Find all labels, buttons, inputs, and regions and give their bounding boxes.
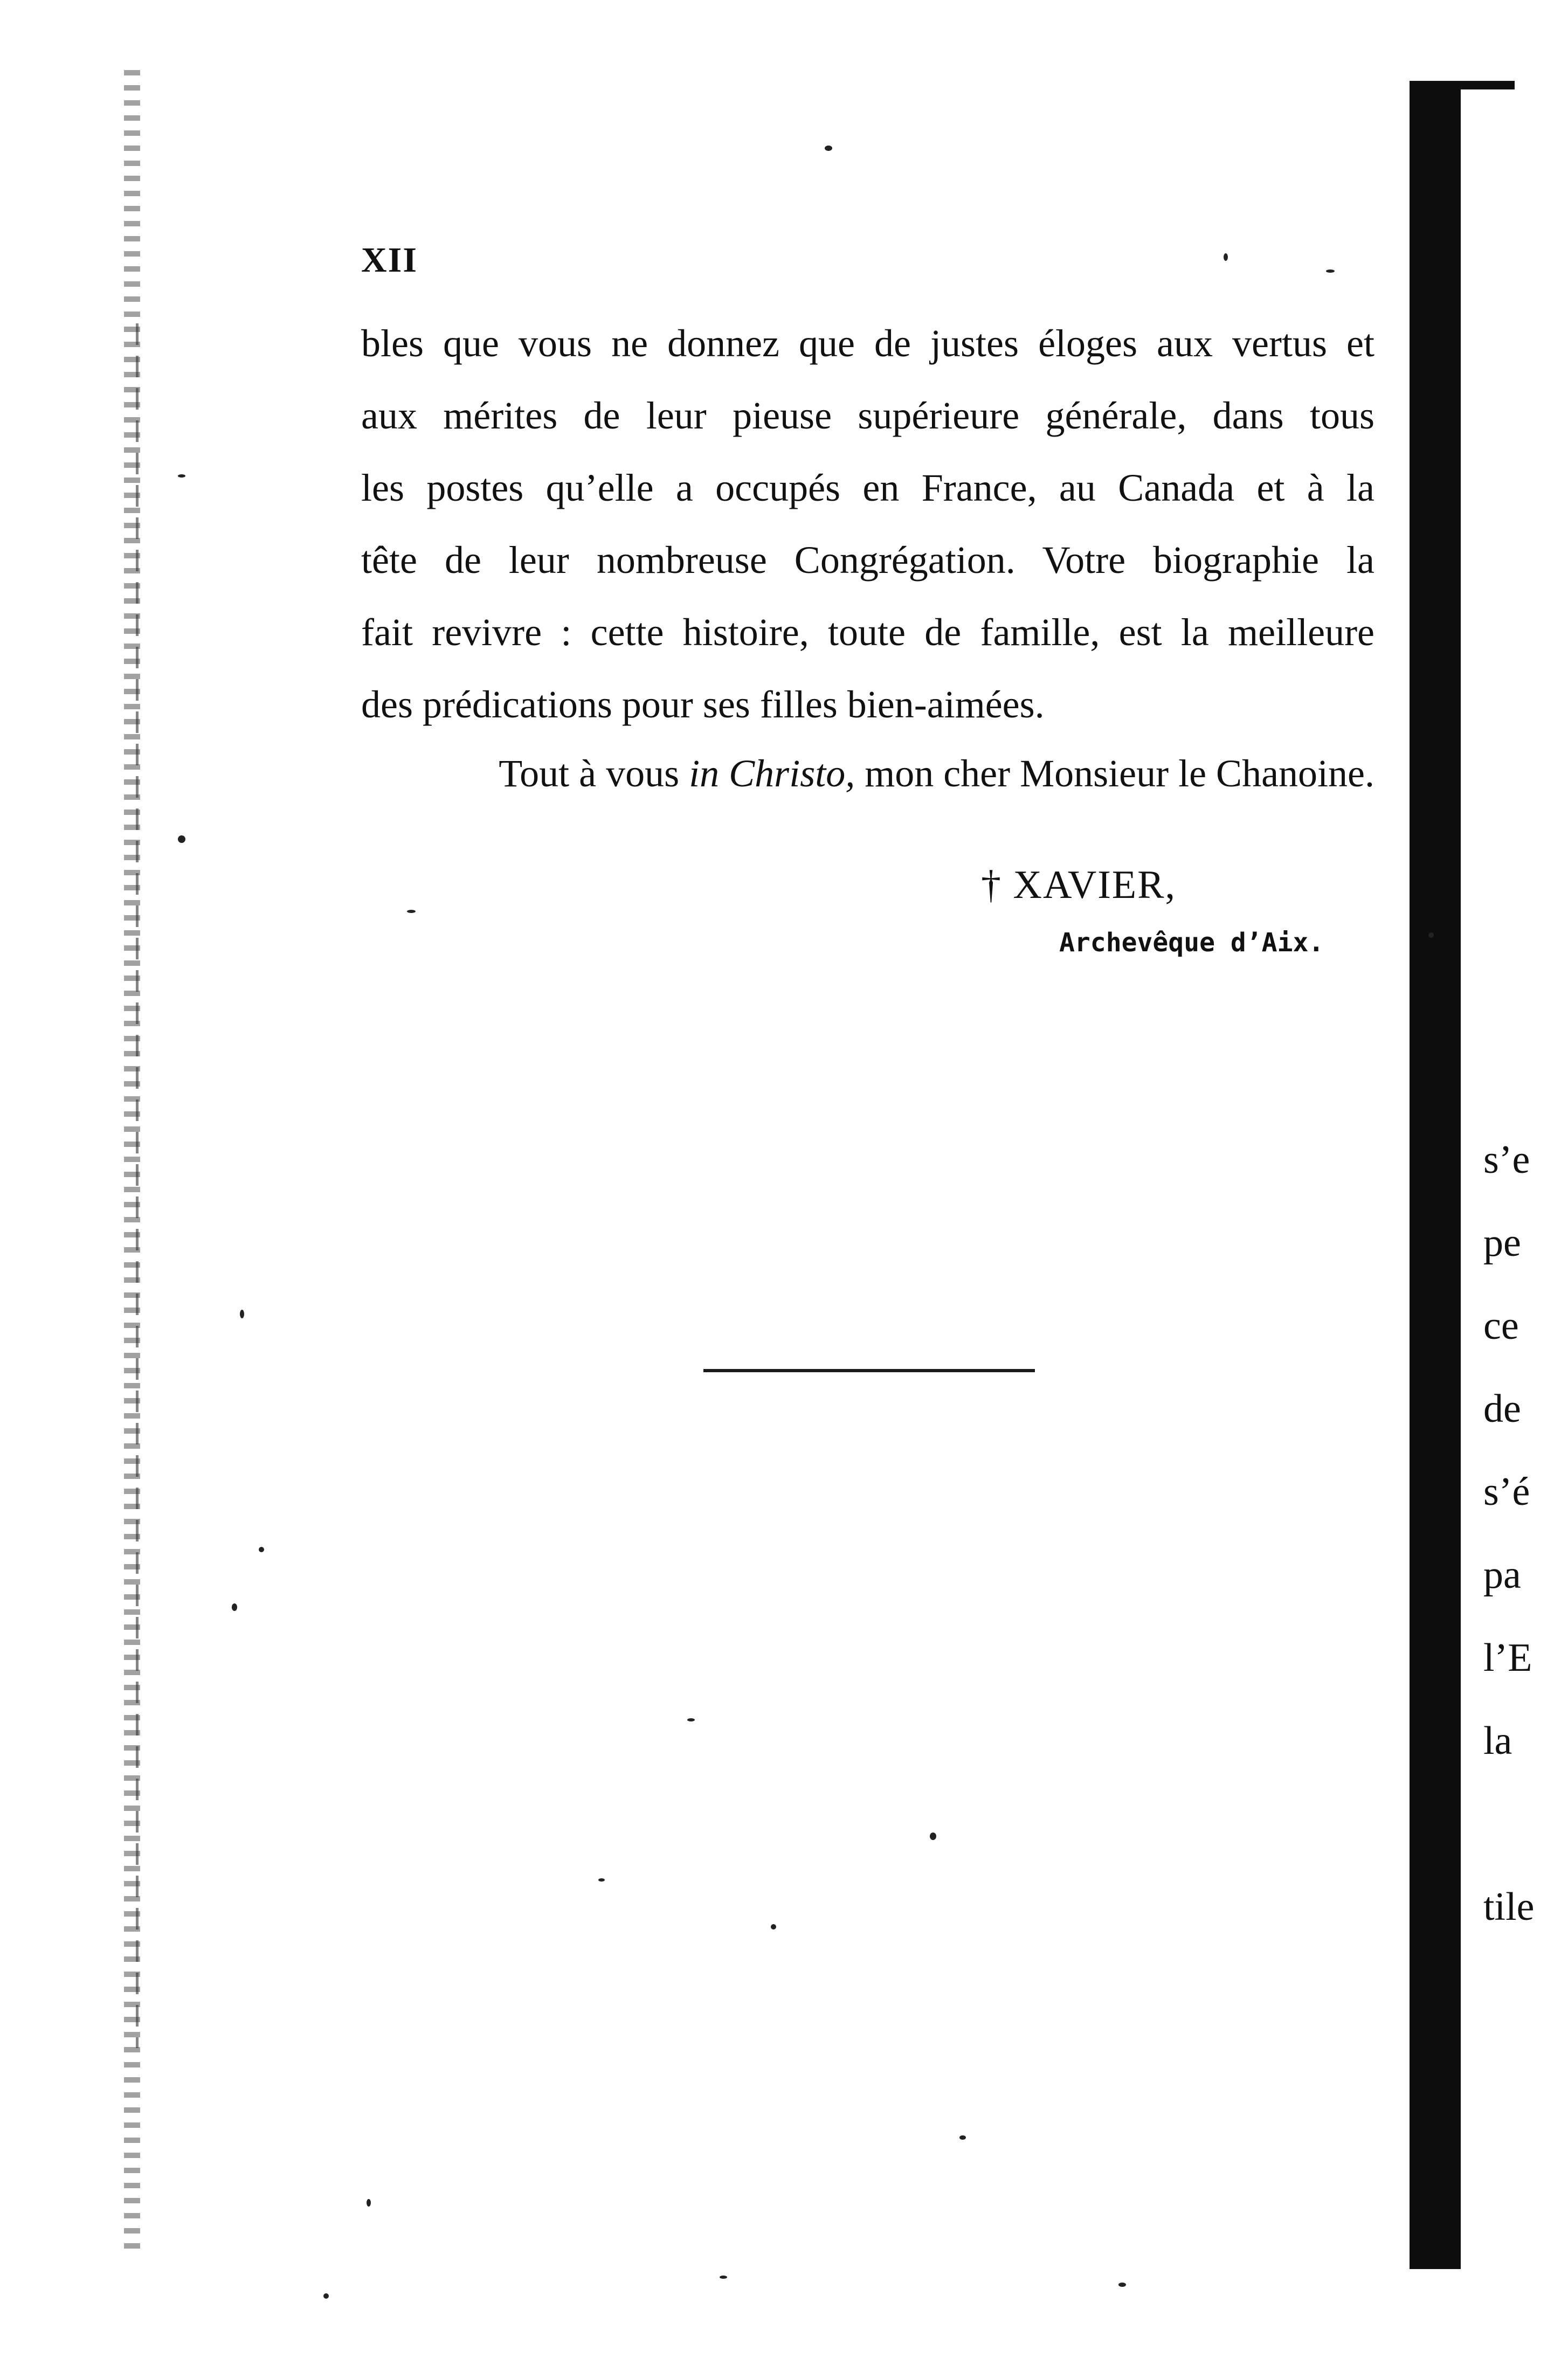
adjacent-fragment: ce [1483, 1304, 1519, 1348]
print-speck [240, 1310, 244, 1318]
closing-text-end: mon cher Monsieur le Chanoine. [855, 752, 1374, 795]
print-speck [178, 835, 185, 843]
print-speck [598, 1878, 605, 1882]
print-speck [323, 2293, 329, 2299]
closing-italic-phrase: in Christo, [689, 752, 855, 795]
signature-title: Archevêque d’Aix. [1059, 928, 1324, 958]
body-line: aux mérites de leur pieuse supérieure générale, dans tous [361, 394, 1374, 437]
print-speck [259, 1547, 264, 1552]
adjacent-fragment-gap [1483, 1782, 1568, 1865]
body-line: les postes qu’elle a occupés en France, au Canada et à la [361, 466, 1374, 509]
adjacent-fragment: l’E [1483, 1636, 1532, 1680]
print-speck [1326, 269, 1335, 273]
adjacent-fragment: la [1483, 1719, 1512, 1763]
book-spine-edge [1453, 81, 1515, 89]
closing-text-start: Tout à vous [499, 752, 689, 795]
print-speck [1224, 253, 1228, 261]
print-speck [178, 474, 185, 478]
print-speck [930, 1833, 936, 1840]
body-line: bles que vous ne donnez que de justes éloges aux vertus et [361, 322, 1374, 365]
print-speck [687, 1718, 695, 1721]
print-speck [771, 1924, 776, 1930]
signature: † XAVIER, [981, 863, 1176, 907]
print-speck [232, 1603, 237, 1611]
print-speck [367, 2199, 371, 2207]
body-line: fait revivre : cette histoire, toute de famille, est la meilleure [361, 611, 1374, 654]
print-speck [1428, 932, 1434, 938]
left-margin-stitching [136, 323, 139, 2048]
print-speck [825, 146, 832, 151]
closing-salutation [361, 737, 1374, 810]
body-line: tête de leur nombreuse Congrégation. Votre biographie la [361, 538, 1374, 582]
letter-body [361, 307, 1374, 741]
section-divider [703, 1369, 1035, 1372]
print-speck [720, 2276, 727, 2279]
adjacent-fragment: de [1483, 1387, 1521, 1431]
adjacent-fragment: s’e [1483, 1138, 1530, 1182]
page-number: XII [361, 240, 418, 280]
print-speck [1118, 2283, 1126, 2287]
adjacent-fragment: pa [1483, 1553, 1521, 1597]
print-speck [407, 910, 416, 913]
book-spine-shadow [1410, 81, 1461, 2269]
adjacent-fragment: pe [1483, 1221, 1521, 1265]
adjacent-fragment: s’é [1483, 1470, 1530, 1514]
print-speck [959, 2135, 966, 2140]
adjacent-page-fragments [1483, 1118, 1568, 1948]
adjacent-fragment: tile [1483, 1885, 1535, 1929]
body-line: des prédications pour ses filles bien-aimées. [361, 683, 1045, 726]
